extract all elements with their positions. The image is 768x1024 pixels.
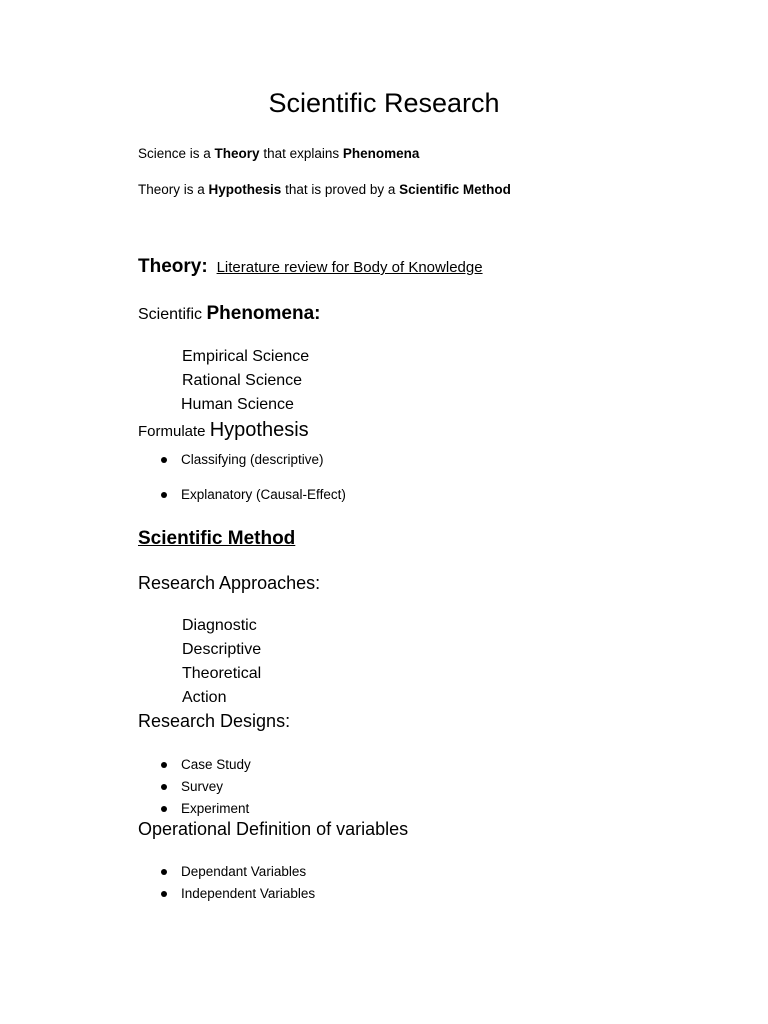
intro-term-phenomena: Phenomena <box>342 146 420 161</box>
research-approaches-heading: Research Approaches: <box>138 573 321 593</box>
intro-text: that explains <box>259 146 343 161</box>
intro-term-scientific-method: Scientific Method <box>399 182 511 197</box>
intro-text: Theory is a <box>138 182 209 197</box>
operational-definition-heading: Operational Definition of variables <box>138 819 409 839</box>
intro-line-theory <box>138 182 511 197</box>
intro-text: that is proved by a <box>281 182 400 197</box>
intro-text: Science is a <box>138 146 215 161</box>
phenomena-heading <box>138 303 321 325</box>
list-item: Dependant Variables <box>160 861 315 883</box>
hypothesis-prefix: Formulate <box>138 423 210 440</box>
intro-term-theory: Theory <box>214 146 260 161</box>
hypothesis-heading <box>138 419 309 442</box>
list-item: Human Science <box>181 396 294 413</box>
list-item: Action <box>182 689 227 706</box>
list-item: Case Study <box>160 754 251 776</box>
list-item: Empirical Science <box>182 348 310 365</box>
list-item: Survey <box>160 776 251 798</box>
phenomena-list <box>182 345 309 417</box>
list-item: Experiment <box>160 798 251 820</box>
phenomena-prefix: Scientific <box>138 306 207 323</box>
theory-heading <box>138 256 483 278</box>
intro-line-science <box>138 146 419 161</box>
page-title: Scientific Research <box>268 88 500 118</box>
theory-text: Literature review for Body of Knowledge <box>216 259 483 276</box>
approaches-list <box>182 614 261 710</box>
phenomena-label: Phenomena: <box>206 303 321 324</box>
list-item: Theoretical <box>182 665 262 682</box>
hypothesis-list <box>160 452 346 502</box>
list-item: Descriptive <box>182 641 262 658</box>
list-item: Diagnostic <box>182 617 257 634</box>
theory-label: Theory: <box>138 256 208 277</box>
intro-term-hypothesis: Hypothesis <box>208 182 282 197</box>
hypothesis-label: Hypothesis <box>209 419 309 441</box>
scientific-method-heading: Scientific Method <box>138 528 296 549</box>
list-item: Classifying (descriptive) <box>160 452 346 467</box>
variables-list <box>160 861 315 905</box>
list-item: Rational Science <box>182 372 303 389</box>
list-item: Independent Variables <box>160 883 315 905</box>
research-designs-heading: Research Designs: <box>138 711 291 731</box>
list-item: Explanatory (Causal-Effect) <box>160 487 346 502</box>
designs-list <box>160 754 251 820</box>
